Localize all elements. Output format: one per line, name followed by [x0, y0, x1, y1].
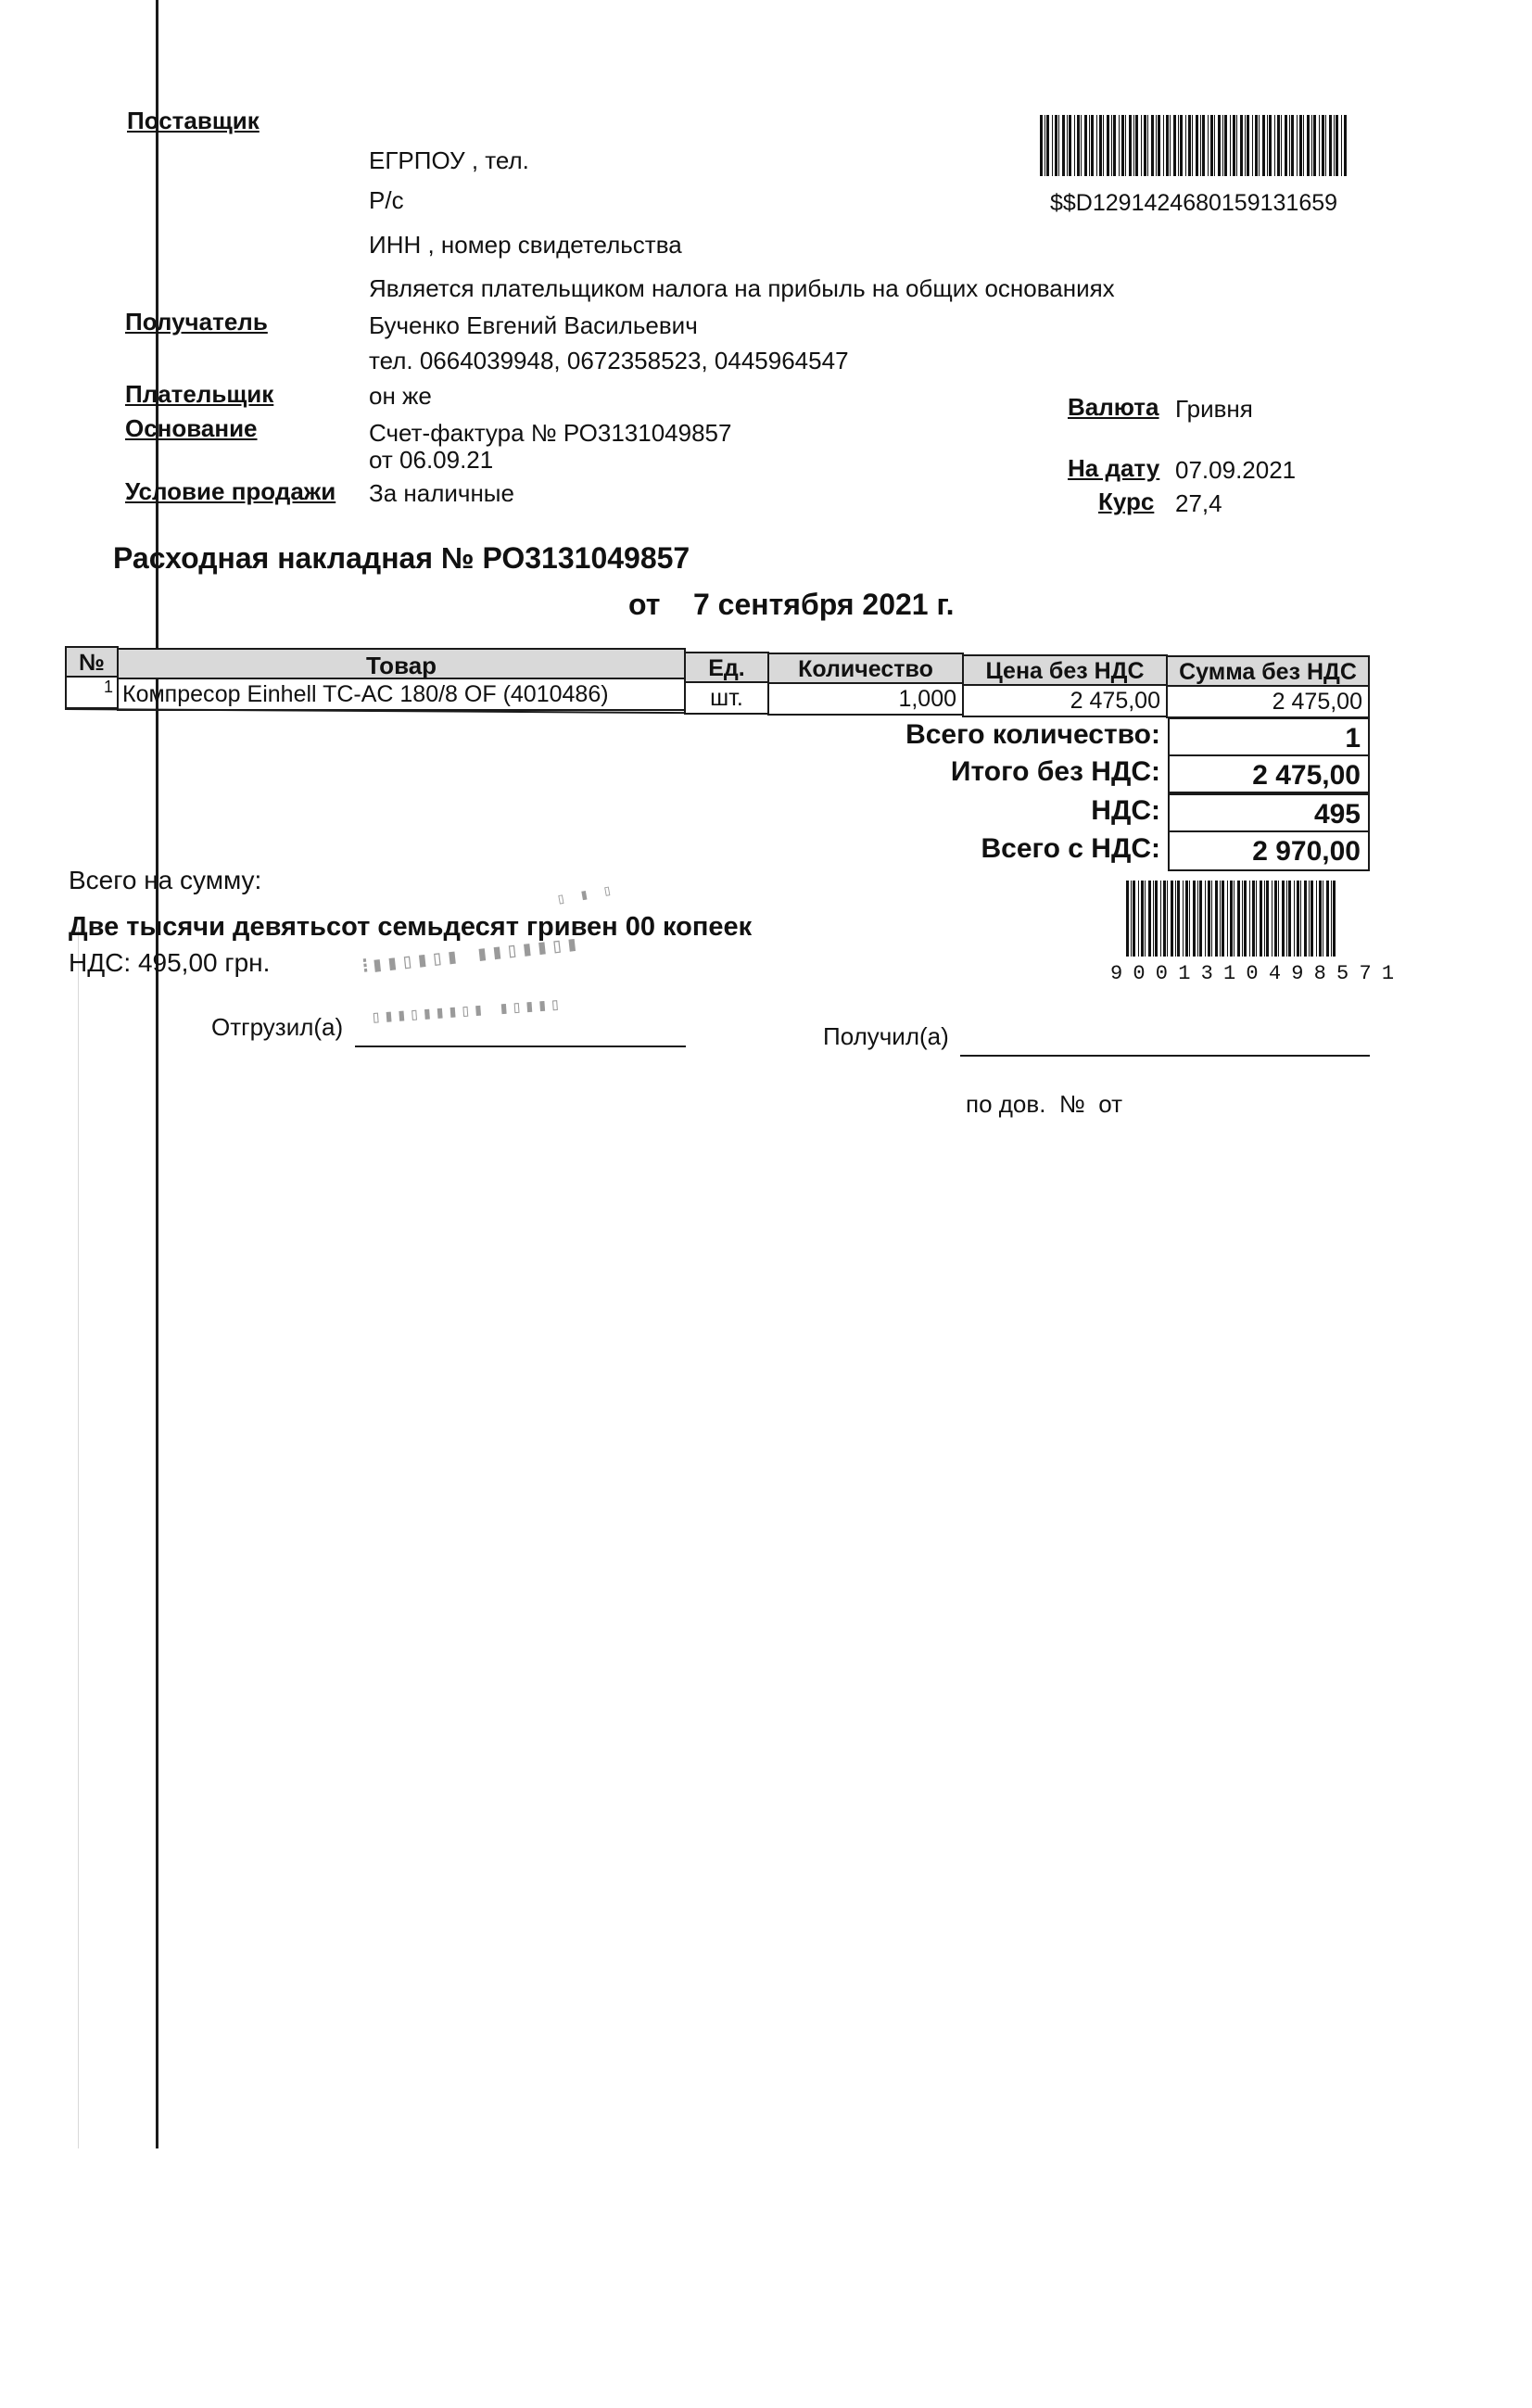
document-title: Расходная накладная № РО3131049857: [113, 541, 690, 575]
barcode-bar: [1166, 115, 1169, 176]
barcode-bar: [1220, 881, 1221, 957]
barcode-bar: [1313, 115, 1316, 176]
total-net-value: 2 475,00: [1168, 754, 1370, 793]
barcode-bar: [1096, 115, 1097, 176]
barcode-bar: [1121, 115, 1124, 176]
barcode-bar: [1160, 881, 1161, 957]
barcode-bar: [1205, 881, 1206, 957]
barcode-bar: [1310, 881, 1313, 957]
barcode-bar: [1215, 881, 1218, 957]
supplier-inn: ИНН , номер свидетельства: [369, 231, 682, 259]
barcode-bar: [1197, 881, 1198, 957]
barcode-bar: [1210, 115, 1213, 176]
barcode-bar: [1224, 115, 1227, 176]
supplier-account: Р/с: [369, 186, 404, 214]
barcode-bottom: [1126, 881, 1339, 957]
received-by-label: Получил(а): [823, 1022, 949, 1050]
barcode-bar: [1288, 881, 1291, 957]
shipped-by-signature-line: [355, 1046, 686, 1047]
barcode-bar: [1189, 881, 1190, 957]
barcode-bar: [1245, 115, 1246, 176]
vat-amount-text: НДС: 495,00 грн.: [69, 948, 271, 977]
barcode-bar: [1062, 115, 1065, 176]
barcode-bar: [1255, 115, 1258, 176]
barcode-bar: [1077, 115, 1080, 176]
barcode-bar: [1155, 881, 1158, 957]
table-header-price: Цена без НДС: [962, 654, 1168, 686]
barcode-bar: [1304, 881, 1307, 957]
barcode-bar: [1208, 115, 1209, 176]
table-cell-price: 2 475,00: [962, 684, 1168, 717]
barcode-bar: [1131, 881, 1132, 957]
barcode-bar: [1185, 881, 1188, 957]
barcode-bar: [1163, 115, 1164, 176]
barcode-bar: [1167, 881, 1168, 957]
stamp-imprint: ⁝▮▮▯▮▯▮ ▮▮▯▮▮▯▮: [361, 932, 583, 979]
barcode-bar: [1177, 881, 1180, 957]
barcode-bar: [1200, 115, 1201, 176]
barcode-bar: [1199, 881, 1202, 957]
barcode-bar: [1148, 881, 1151, 957]
barcode-bar: [1262, 115, 1265, 176]
barcode-bar: [1303, 115, 1304, 176]
barcode-bar: [1192, 115, 1193, 176]
barcode-bar: [1322, 115, 1324, 176]
barcode-bar: [1183, 881, 1184, 957]
on-date-value: 07.09.2021: [1175, 456, 1297, 484]
barcode-bar: [1129, 115, 1132, 176]
on-date-label: На дату: [1068, 454, 1160, 482]
payer-label: Плательщик: [125, 380, 274, 408]
barcode-bar: [1311, 115, 1312, 176]
barcode-bar: [1233, 115, 1235, 176]
table-cell-unit: шт.: [684, 681, 769, 715]
total-quantity-value: 1: [1168, 717, 1370, 756]
barcode-bar: [1252, 881, 1255, 957]
total-gross-value: 2 970,00: [1168, 830, 1370, 871]
barcode-bar: [1171, 881, 1173, 957]
total-vat-value: 495: [1168, 793, 1370, 832]
barcode-bar: [1259, 115, 1260, 176]
total-vat-label: НДС:: [1091, 795, 1160, 826]
barcode-bar: [1133, 881, 1135, 957]
basis-value: Счет-фактура № РО3131049857: [369, 419, 732, 447]
barcode-bar: [1331, 881, 1332, 957]
barcode-bar: [1141, 881, 1144, 957]
barcode-top: [1040, 115, 1350, 176]
barcode-bar: [1316, 881, 1317, 957]
received-by-signature-line: [960, 1055, 1370, 1057]
barcode-bar: [1058, 115, 1059, 176]
rate-value: 27,4: [1175, 489, 1222, 517]
barcode-bar: [1173, 115, 1176, 176]
barcode-bar: [1319, 115, 1320, 176]
barcode-bar: [1278, 881, 1279, 957]
barcode-bar: [1125, 115, 1126, 176]
barcode-bar: [1236, 115, 1237, 176]
barcode-bar: [1341, 115, 1342, 176]
barcode-bar: [1326, 881, 1329, 957]
total-net-label: Итого без НДС:: [950, 756, 1160, 787]
barcode-bar: [1249, 881, 1250, 957]
barcode-bar: [1144, 115, 1146, 176]
barcode-bar: [1247, 115, 1249, 176]
barcode-bar: [1055, 115, 1057, 176]
supplier-tax-status: Является плательщиком налога на прибыль на общих основаниях: [369, 274, 1115, 302]
barcode-bar: [1240, 115, 1243, 176]
barcode-bar: [1099, 115, 1102, 176]
barcode-bar: [1178, 115, 1179, 176]
supplier-egrpou: ЕГРПОУ , тел.: [369, 146, 529, 174]
barcode-bar: [1274, 881, 1277, 957]
barcode-bar: [1285, 115, 1287, 176]
rate-label: Курс: [1098, 488, 1155, 515]
barcode-bar: [1175, 881, 1176, 957]
recipient-name: Бученко Евгений Васильевич: [369, 311, 698, 339]
barcode-bar: [1133, 115, 1134, 176]
barcode-bar: [1218, 115, 1221, 176]
stamp-imprint-3: ▯ ▮ ▯: [554, 880, 616, 908]
barcode-bar: [1158, 115, 1160, 176]
barcode-bar: [1163, 881, 1166, 957]
barcode-bar: [1329, 115, 1332, 176]
barcode-bar: [1091, 115, 1094, 176]
table-header-quantity: Количество: [767, 653, 964, 684]
barcode-bar: [1151, 115, 1154, 176]
barcode-bar: [1119, 115, 1120, 176]
sale-condition-value: За наличные: [369, 479, 514, 507]
barcode-bar: [1069, 115, 1071, 176]
barcode-bar: [1202, 115, 1205, 176]
barcode-bar: [1046, 115, 1049, 176]
barcode-bar: [1196, 115, 1198, 176]
barcode-bar: [1256, 881, 1257, 957]
barcode-bar: [1103, 115, 1104, 176]
barcode-bar: [1325, 115, 1326, 176]
barcode-bar: [1135, 115, 1138, 176]
barcode-bar: [1344, 115, 1347, 176]
barcode-bar: [1244, 881, 1247, 957]
sale-condition-label: Условие продажи: [125, 477, 336, 505]
barcode-bar: [1222, 115, 1223, 176]
barcode-bar: [1074, 115, 1075, 176]
basis-date: от 06.09.21: [369, 446, 494, 474]
barcode-bar: [1266, 881, 1269, 957]
barcode-top-text: $$D1291424680159131659: [1050, 190, 1338, 216]
barcode-bar: [1264, 881, 1265, 957]
barcode-bar: [1333, 881, 1336, 957]
table-cell-product: Компресор Einhell TC-AC 180/8 OF (4010486): [117, 678, 686, 711]
barcode-bar: [1214, 115, 1215, 176]
barcode-bar: [1052, 115, 1053, 176]
barcode-bar: [1227, 881, 1228, 957]
barcode-bar: [1145, 881, 1146, 957]
barcode-bar: [1260, 881, 1262, 957]
barcode-bar: [1208, 881, 1210, 957]
table-cell-number: 1: [65, 676, 119, 709]
barcode-bar: [1289, 115, 1290, 176]
recipient-label: Получатель: [125, 308, 268, 336]
barcode-bar: [1336, 115, 1338, 176]
barcode-bar: [1185, 115, 1186, 176]
barcode-bar: [1286, 881, 1287, 957]
proxy-line: по дов. № от: [966, 1090, 1123, 1118]
basis-label: Основание: [125, 414, 258, 442]
recipient-phones: тел. 0664039948, 0672358523, 0445964547: [369, 347, 849, 374]
barcode-bar: [1153, 881, 1154, 957]
barcode-bar: [1307, 115, 1310, 176]
barcode-bar: [1111, 115, 1112, 176]
barcode-bottom-text: 9 0 0 1 3 1 0 4 9 8 5 7 1: [1110, 962, 1394, 985]
table-cell-quantity: 1,000: [767, 682, 964, 716]
payer-value: он же: [369, 382, 432, 410]
barcode-bar: [1299, 115, 1302, 176]
barcode-bar: [1040, 115, 1043, 176]
barcode-bar: [1269, 115, 1272, 176]
barcode-bar: [1107, 115, 1109, 176]
barcode-bar: [1089, 115, 1090, 176]
sum-in-words: Две тысячи девятьсот семьдесят гривен 00 копеек: [69, 912, 753, 942]
table-header-sum: Сумма без НДС: [1166, 655, 1370, 687]
barcode-bar: [1147, 115, 1148, 176]
currency-label: Валюта: [1068, 393, 1159, 421]
barcode-bar: [1237, 881, 1240, 957]
supplier-label: Поставщик: [127, 107, 260, 134]
barcode-bar: [1180, 115, 1183, 176]
barcode-bar: [1281, 115, 1282, 176]
barcode-bar: [1126, 881, 1129, 957]
barcode-bar: [1113, 115, 1116, 176]
barcode-bar: [1156, 115, 1157, 176]
barcode-bar: [1141, 115, 1142, 176]
barcode-bar: [1309, 881, 1310, 957]
shipped-by-label: Отгрузил(а): [211, 1013, 344, 1041]
barcode-bar: [1084, 115, 1087, 176]
document-date: от 7 сентября 2021 г.: [628, 588, 955, 621]
table-cell-sum: 2 475,00: [1166, 685, 1370, 718]
barcode-bar: [1291, 115, 1294, 176]
barcode-bar: [1334, 115, 1335, 176]
scan-margin-line-faint: [78, 927, 79, 2148]
barcode-bar: [1300, 881, 1301, 957]
barcode-bar: [1297, 881, 1299, 957]
barcode-bar: [1170, 115, 1171, 176]
barcode-bar: [1282, 881, 1285, 957]
barcode-bar: [1222, 881, 1224, 957]
table-header-number: №: [65, 646, 119, 678]
barcode-bar: [1277, 115, 1280, 176]
barcode-bar: [1188, 115, 1191, 176]
barcode-bar: [1274, 115, 1275, 176]
barcode-bar: [1081, 115, 1082, 176]
barcode-bar: [1230, 115, 1231, 176]
barcode-bar: [1067, 115, 1068, 176]
barcode-bar: [1252, 115, 1253, 176]
total-quantity-label: Всего количество:: [905, 719, 1160, 750]
barcode-bar: [1138, 881, 1139, 957]
sum-label: Всего на сумму:: [69, 866, 262, 894]
stamp-imprint-2: ▯▮▮▯▮▮▮▯▮ ▮▯▮▮▯: [370, 994, 564, 1028]
currency-value: Гривня: [1175, 395, 1253, 423]
barcode-bar: [1211, 881, 1212, 957]
table-header-unit: Ед.: [684, 652, 769, 683]
barcode-bar: [1297, 115, 1298, 176]
barcode-bar: [1242, 881, 1243, 957]
table-header-product: Товар: [117, 648, 686, 679]
barcode-bar: [1230, 881, 1233, 957]
total-gross-label: Всего с НДС:: [981, 833, 1160, 864]
barcode-bar: [1319, 881, 1322, 957]
barcode-bar: [1294, 881, 1295, 957]
barcode-bar: [1267, 115, 1268, 176]
barcode-bar: [1193, 881, 1196, 957]
